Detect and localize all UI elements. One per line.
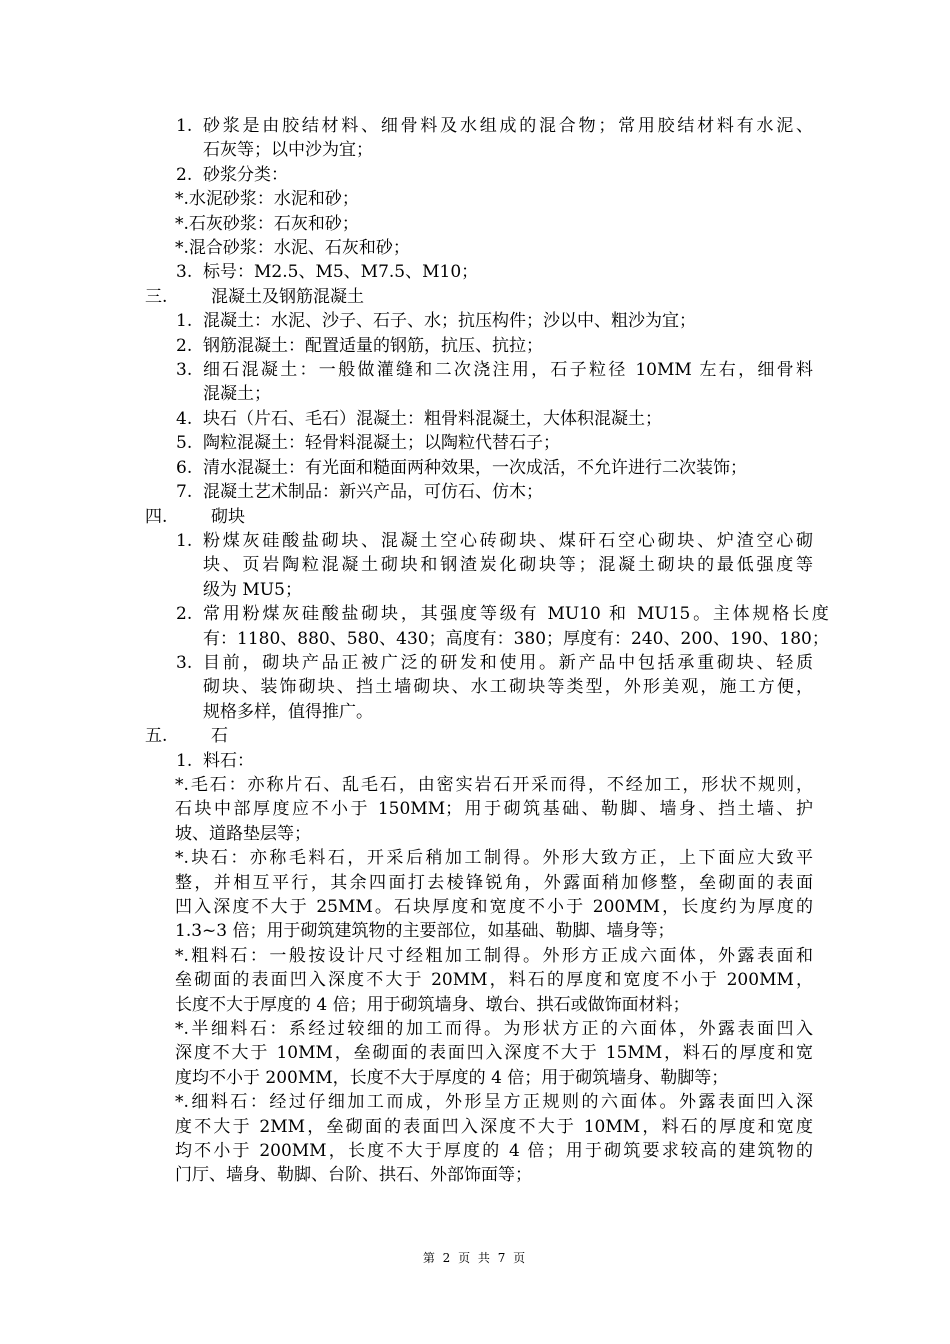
paragraph-line: 石灰等；以中沙为宜； <box>203 140 373 161</box>
paragraph-line: 目前，砌块产品正被广泛的研发和使用。新产品中包括承重砌块、轻质 <box>203 652 813 673</box>
list-item <box>145 358 813 407</box>
paragraph-line: 标号：M2.5、M5、M7.5、M10； <box>203 262 479 283</box>
section-heading <box>145 505 813 529</box>
section-title: 混凝土及钢筋混凝土 <box>211 286 364 307</box>
paragraph-line: 垒砌面的表面凹入深度不大于 20MM，料石的厚度和宽度不小于 200MM， <box>175 970 813 991</box>
paragraph-line: 陶粒混凝土：轻骨料混凝土；以陶粒代替石子； <box>203 433 560 454</box>
list-number: 4. <box>176 408 193 429</box>
paragraph-line: 清水混凝土：有光面和糙面两种效果，一次成活，不允许进行二次装饰； <box>203 457 747 478</box>
list-number: 1. <box>176 116 193 136</box>
list-number: 2. <box>176 604 193 625</box>
list-item <box>145 431 813 455</box>
paragraph-line: 细石混凝土：一般做灌缝和二次浇注用，石子粒径 10MM 左右，细骨料 <box>203 360 813 381</box>
list-number: 3. <box>176 652 193 673</box>
list-number: 1. <box>176 311 193 332</box>
list-item <box>145 260 813 284</box>
paragraph-line: 砂浆分类： <box>203 164 288 185</box>
list-item <box>145 749 813 773</box>
paragraph-line: 级为 MU5； <box>203 579 302 600</box>
blocks-list <box>145 529 829 724</box>
list-number: 7. <box>176 482 193 503</box>
paragraph-line: *.细料石：经过仔细加工而成，外形呈方正规则的六面体。外露表面凹入深 <box>175 1092 813 1113</box>
section-number: 五. <box>145 726 168 747</box>
paragraph-line: *.毛石：亦称片石、乱毛石，由密实岩石开采而得，不经加工，形状不规则， <box>175 774 813 795</box>
paragraph-line: 块、页岩陶粒混凝土砌块和钢渣炭化砌块等；混凝土砌块的最低强度等 <box>203 555 813 576</box>
paragraph-line: 坡、道路垫层等； <box>175 823 311 844</box>
list-item <box>145 651 813 724</box>
paragraph-line: 砌块、装饰砌块、挡土墙砌块、水工砌块等类型，外形美观，施工方便， <box>203 677 813 698</box>
mortar-type: *.混合砂浆：水泥、石灰和砂； <box>175 238 410 259</box>
mortar-type: *.水泥砂浆：水泥和砂； <box>175 189 359 210</box>
paragraph-line: 长度不大于厚度的 4 倍；用于砌筑墙身、墩台、拱石或做饰面材料； <box>175 994 690 1015</box>
list-number: 1. <box>176 750 193 771</box>
paragraph-line: *.粗料石：一般按设计尺寸经粗加工制得。外形方正成六面体，外露表面和 <box>175 945 813 966</box>
list-item <box>145 309 813 333</box>
list-item <box>145 602 829 651</box>
stone-type-paragraph <box>175 1090 813 1188</box>
list-number: 2. <box>176 335 193 356</box>
section-title: 砌块 <box>211 506 245 527</box>
paragraph-line: 料石： <box>203 750 254 771</box>
section-heading <box>145 285 813 309</box>
paragraph-line: 钢筋混凝土：配置适量的钢筋，抗压、抗拉； <box>203 335 543 356</box>
list-item <box>145 407 813 431</box>
paragraph-line: *.块石：亦称毛料石，开采后稍加工制得。外形大致方正，上下面应大致平 <box>175 848 813 869</box>
paragraph-line: 度不大于 2MM，垒砌面的表面凹入深度不大于 10MM，料石的厚度和宽度 <box>175 1116 813 1137</box>
paragraph-line: 整，并相互平行，其余四面打去棱锋锐角，外露面稍加修整，垒砌面的表面 <box>175 872 813 893</box>
list-number: 3. <box>176 360 193 381</box>
stone-type-paragraph <box>175 1017 813 1090</box>
paragraph-line: 混凝土：水泥、沙子、石子、水；抗压构件；沙以中、粗沙为宜； <box>203 311 696 332</box>
list-item <box>145 480 813 504</box>
paragraph-line: 混凝土； <box>203 384 271 405</box>
paragraph-line: 门厅、墙身、勒脚、台阶、拱石、外部饰面等； <box>175 1165 532 1186</box>
paragraph-line: 砂浆是由胶结材料、细骨料及水组成的混合物；常用胶结材料有水泥、 <box>203 116 813 136</box>
list-item <box>145 334 813 358</box>
paragraph-line: 1.3~3 倍；用于砌筑建筑物的主要部位，如基础、勒脚、墙身等； <box>175 921 675 942</box>
list-number: 5. <box>176 433 193 454</box>
list-number: 3. <box>176 262 193 283</box>
paragraph-line: 凹入深度不大于 25MM。石块厚度和宽度不小于 200MM，长度约为厚度的 <box>175 897 813 917</box>
list-number: 1. <box>176 530 193 551</box>
document-body <box>145 114 829 1188</box>
paragraph-line: *.半细料石：系经过较细的加工而得。为形状方正的六面体，外露表面凹入 <box>175 1019 813 1040</box>
mortar-type: *.石灰砂浆：石灰和砂； <box>175 213 359 234</box>
paragraph-line: 均不小于 200MM，长度不大于厚度的 4 倍；用于砌筑要求较高的建筑物的 <box>175 1141 813 1162</box>
paragraph-line: 块石（片石、毛石）混凝土：粗骨料混凝土，大体积混凝土； <box>203 408 662 429</box>
list-number: 2. <box>176 164 193 185</box>
list-number: 6. <box>176 457 193 478</box>
paragraph-line: 度均不小于 200MM，长度不大于厚度的 4 倍；用于砌筑墙身、勒脚等； <box>175 1067 729 1088</box>
paragraph-line: 深度不大于 10MM，垒砌面的表面凹入深度不大于 15MM，料石的厚度和宽 <box>175 1043 813 1064</box>
section-number: 三. <box>145 286 168 307</box>
list-item <box>145 163 813 187</box>
paragraph-line: 混凝土艺术制品：新兴产品，可仿石、仿木； <box>203 482 543 503</box>
page-footer: 第 2 页 共 7 页 <box>422 1251 528 1265</box>
stone-type-paragraph <box>175 846 813 944</box>
list-item <box>145 456 813 480</box>
paragraph-line: 粉煤灰硅酸盐砌块、混凝土空心砖砌块、煤矸石空心砌块、炉渣空心砌 <box>203 530 813 551</box>
stone-paragraphs <box>145 773 813 1188</box>
paragraph-line: 规格多样，值得推广。 <box>203 701 373 722</box>
concrete-list <box>145 309 813 504</box>
section-heading <box>145 724 813 748</box>
paragraph-line: 常用粉煤灰硅酸盐砌块，其强度等级有 MU10 和 MU15。主体规格长度 <box>203 604 829 625</box>
list-item <box>145 114 813 163</box>
section-title: 石 <box>211 726 228 747</box>
stone-type-paragraph <box>175 773 813 846</box>
paragraph-line: 石块中部厚度应不小于 150MM；用于砌筑基础、勒脚、墙身、挡土墙、护 <box>175 799 813 820</box>
paragraph-line: 有：1180、880、580、430；高度有：380；厚度有：240、200、190、180； <box>203 628 829 649</box>
list-item <box>145 529 813 602</box>
section-number: 四. <box>145 506 168 527</box>
stone-type-paragraph <box>175 944 813 1017</box>
